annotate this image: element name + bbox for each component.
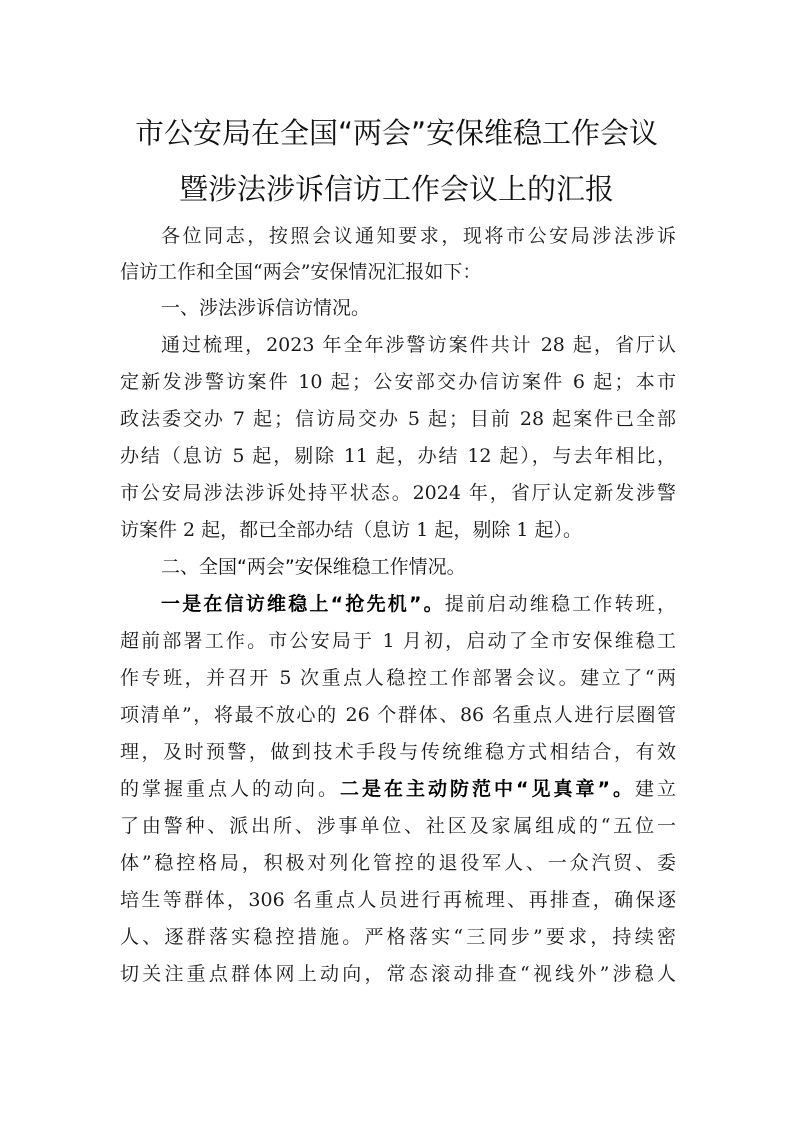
intro-line-1: 各位同志，按照会议通知要求，现将市公安局涉法涉诉 <box>161 225 676 247</box>
section-2-line-a2: 作专班，并召开 5 次重点人稳控工作部署会议。建立了“两 <box>120 667 676 689</box>
section-1-line-5: 市公安局涉法涉诉处持平状态。2024 年，省厅认定新发涉警 <box>120 482 676 504</box>
section-2-line-b2: 体”稳控格局，积极对列化管控的退役军人、一众汽贸、委 <box>120 852 676 874</box>
section-1-line-3: 政法委交办 7 起；信访局交办 5 起；目前 28 起案件已全部 <box>120 408 676 430</box>
point-1-bold-text: 一是在信访维稳上“抢先机”。 <box>161 593 445 615</box>
section-1-line-6: 访案件 2 起，都已全部办结（息访 1 起，剔除 1 起）。 <box>120 519 583 541</box>
document-title-line-2: 暨涉法涉诉信访工作会议上的汇报 <box>178 172 614 206</box>
section-1-heading: 一、涉法涉诉信访情况。 <box>161 297 371 319</box>
section-2-line-a3: 项清单”，将最不放心的 26 个群体、86 名重点人进行层圈管 <box>120 704 676 726</box>
section-2-line-b3: 培生等群体，306 名重点人员进行再梳理、再排查，确保逐 <box>120 889 676 911</box>
section-1-line-1: 通过梳理，2023 年全年涉警访案件共计 28 起，省厅认 <box>161 334 676 356</box>
section-2-point-2-line <box>120 777 676 801</box>
point-2-suffix-text: 建立 <box>634 778 676 800</box>
section-2-line-b5: 切关注重点群体网上动向，常态滚动排查“视线外”涉稳人 <box>120 963 676 985</box>
section-2-line-b1: 了由警种、派出所、涉事单位、社区及家属组成的“五位一 <box>120 815 676 837</box>
section-2-line-b4: 人、逐群落实稳控措施。严格落实“三同步”要求，持续密 <box>120 926 676 948</box>
section-2-line-a4: 理，及时预警，做到技术手段与传统维稳方式相结合，有效 <box>120 741 676 763</box>
point-2-prefix-text: 的掌握重点人的动向。 <box>120 778 340 800</box>
document-title-line-1: 市公安局在全国“两会”安保维稳工作会议 <box>134 116 659 150</box>
section-1-line-4: 办结（息访 5 起，剔除 11 起，办结 12 起），与去年相比， <box>120 445 676 467</box>
point-2-bold-text: 二是在主动防范中“见真章”。 <box>340 778 635 800</box>
section-2-heading: 二、全国“两会”安保维稳工作情况。 <box>161 556 466 578</box>
point-1-rest-text: 提前启动维稳工作转班， <box>444 593 676 615</box>
section-2-point-1-line <box>161 592 676 616</box>
intro-line-2: 信访工作和全国“两会”安保情况汇报如下： <box>120 261 482 283</box>
section-2-line-a1: 超前部署工作。市公安局于 1 月初，启动了全市安保维稳工 <box>120 630 676 652</box>
section-1-line-2: 定新发涉警访案件 10 起；公安部交办信访案件 6 起；本市 <box>120 371 676 393</box>
